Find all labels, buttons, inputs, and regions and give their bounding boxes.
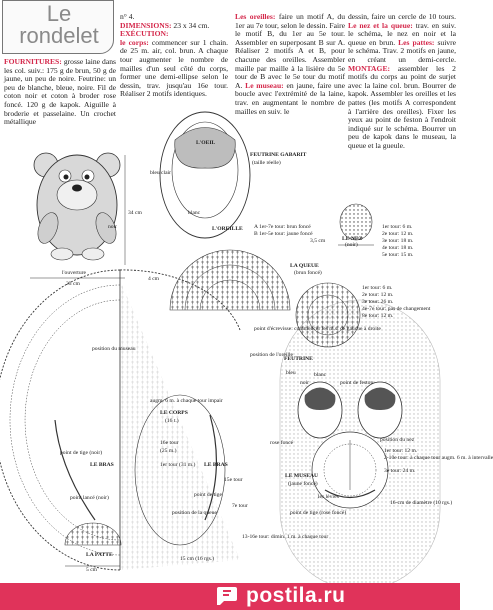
eye-template [160, 112, 250, 238]
label-museau-r1: 1er tour: 12 m. [384, 448, 418, 454]
bear-nose [72, 185, 82, 192]
label-blanc2: blanc [314, 372, 327, 378]
label-nez: LE NEZ [342, 236, 363, 242]
museau-continued: dessin, faire un cercle de 10 tours. [348, 12, 456, 21]
label-corps: LE CORPS [160, 410, 188, 416]
label-corps-tours: (16 t.) [165, 418, 179, 424]
label-levres: les lèvres [318, 494, 339, 500]
label-25m: (25 m.) [160, 448, 177, 454]
label-b-tours: B 1er-5e tour: jaune foncé [254, 231, 313, 237]
dimensions-label: DIMENSIONS: [120, 20, 172, 30]
label-position-oreille: position de l'oreille [250, 352, 293, 358]
oreilles-body: faire un motif A, du 1er au 7e tour, selon le dessin. Faire le motif B, du 1er au 5e tour. Assembler en superposant B sur A. Réaliser 2 motifs A et B, pour chacune des oreilles. Assembler maille par maille à la lisière du 5e tour de B avec le 5e tour du motif A. [235, 12, 346, 90]
bear-foot-right [82, 248, 104, 260]
label-3-5cm: 3,5 cm [310, 238, 326, 244]
label-height-34: 34 cm [128, 210, 142, 216]
muzzle-diagram [280, 300, 440, 590]
label-patte: LA PATTE [86, 552, 113, 558]
label-7e-tour: 7e tour [232, 503, 248, 509]
postila-logo-icon [214, 585, 240, 607]
label-position-museau: position du museau [92, 346, 136, 352]
corps-label: le corps: [120, 37, 149, 47]
label-bleu-clair: bleu clair [150, 170, 171, 176]
label-nez-r3: 3e tour: 18 m. [382, 238, 414, 244]
label-museau: LE MUSEAU [285, 473, 319, 479]
label-oeil: L'OEIL [196, 140, 216, 146]
label-4cm: 4 cm [148, 276, 160, 282]
montage-label: MONTAGE: [348, 63, 391, 73]
nez-body: trav. en suiv. le schéma, le nez en noir et la queue en brun. [348, 20, 456, 47]
label-bras2: LE BRAS [204, 462, 228, 468]
label-point-feston: point de feston [340, 380, 374, 386]
label-ouverture: l'ouverture [62, 270, 86, 276]
label-noir: noir [108, 224, 118, 230]
label-rose-fonce: rose foncé [270, 440, 294, 446]
label-feutrine-gabarit: FEUTRINE GABARIT [250, 152, 307, 158]
label-museau-r2: 2-10e tour: à chaque tour augm. 6 m. à intervalle [384, 455, 493, 461]
nez-label: Le nez et la queue: [348, 20, 413, 30]
label-augm: augm. 6 m. à chaque tour impair [150, 398, 223, 404]
label-point-tige: point de tige (noir) [60, 450, 103, 456]
label-queue-r1: 1er tour: 6 m. [362, 285, 393, 291]
label-tour-13-16: 13-16e tour: dimin. 1 m. à chaque tour [242, 534, 329, 540]
label-noir2: noir [300, 380, 310, 386]
pattern-number: n° 4. [120, 12, 135, 21]
label-diametre: 16-cm de diamètre (10 rgs.) [390, 500, 453, 506]
label-queue-r3: 3e tour: 26 m. [362, 299, 394, 305]
label-15e-tour: 15e tour [224, 477, 243, 483]
label-queue-brun: (brun foncé) [294, 270, 322, 276]
label-point-tige2: point de tige [194, 492, 222, 498]
label-nez-r1: 1er tour: 6 m. [382, 224, 413, 230]
museau-label: Le museau: [245, 80, 284, 90]
label-width-23: 23 cm [66, 281, 80, 287]
label-nez-r5: 5e tour: 15 m. [382, 252, 414, 258]
label-5cm: 5 cm [86, 567, 98, 573]
label-nez-r4: 4e tour: 18 m. [382, 245, 414, 251]
fournitures-body: grosse laine dans les col. suiv.: 175 g de brun, 50 g de jaune, un peu de noire. Feutrine: un peu de blanche, bleue, noire. Fil de coton noir et coton à broder rose foncé. 120 g de kapok. Aiguille à broderie et passelaine. Un crochet métallique [4, 57, 116, 127]
fournitures-label: FOURNITURES: [4, 57, 62, 66]
label-oreille: L'OREILLE [212, 226, 243, 232]
bear-foot-left [51, 248, 73, 260]
label-position-nez: position du nez [380, 437, 415, 443]
label-blanc: blanc [188, 210, 201, 216]
label-nez-r2: 2e tour: 12 m. [382, 231, 414, 237]
ear-diagram [170, 250, 290, 310]
label-museau-jaune: (jaune foncé) [288, 481, 318, 487]
label-bras: LE BRAS [90, 462, 114, 468]
pattes-body: suivre le schéma. Trav. 2 motifs en jaune, en créant un demi-cercle. [348, 37, 456, 64]
dimensions-value: 23 x 34 cm. [173, 20, 210, 30]
museau-body: en jaune, faire une boucle avec l'extrémité de la laine, trav. en augmentant le nombre de mailles en suiv. le [235, 80, 346, 116]
label-queue-r5: 8e tour: 12 m. [362, 313, 394, 319]
label-queue-r2: 2e tour: 12 m. [362, 292, 394, 298]
montage-body: assembler les 2 motifs du corps au point de surjet avec la laine col. brun. Bourrer de kapok. Assembler les oreilles et les pattes (les motifs A correspondent à l'arrière des oreilles). Fixer les yeux au point de feston à l'endroit indiqué sur le schéma. Bourrer un peu de kapok dans le museau, la queue et la gueule. [348, 63, 456, 150]
title-line1: Le [46, 1, 72, 26]
label-15cm: 15 cm (16 rgs.) [180, 556, 215, 562]
label-position-queue: position de la queue [172, 510, 217, 516]
execution-label: EXÉCUTION: [120, 29, 169, 39]
pattes-label: Les pattes: [398, 37, 435, 47]
label-point-ecrevisse: point d'écrevisse: commencer les m.s. de gauche à droite [254, 326, 381, 332]
label-taille-reelle: (taille réelle) [252, 160, 281, 166]
watermark-text: postila.ru [246, 584, 346, 607]
title-line2: rondelet [19, 23, 99, 48]
label-1er-tour: 1er tour (31 m.) [160, 462, 196, 468]
body-diagram [0, 270, 240, 570]
label-museau-r3: 3e tour: 24 m. [384, 468, 416, 474]
label-16e-tour: 16e tour [160, 440, 179, 446]
label-queue-r4: 4e-7e tour: pas de changement [362, 306, 431, 312]
label-nez-noir: (noir) [345, 242, 358, 248]
label-bleu: bleu [286, 370, 296, 376]
label-feutrine: FEUTRINE [284, 356, 313, 362]
corps-body: commencer sur 1 chain. de 25 m. air, col. brun. A chaque tour augmenter le nombre de mailles d'un seul côté du corps, former une demi-ellipse selon le dessin, trav. jusqu'au 16e tour. Réaliser 2 motifs identiques. [120, 37, 228, 99]
label-point-tige-rose: point de tige (rose foncé) [290, 510, 347, 516]
bear-illustration [30, 153, 125, 278]
label-queue: LA QUEUE [290, 263, 319, 269]
label-a-tours: A 1er-7e tour: brun foncé [254, 224, 311, 230]
label-point-lance: point lancé (noir) [70, 495, 109, 501]
oreilles-label: Les oreilles: [235, 12, 276, 21]
